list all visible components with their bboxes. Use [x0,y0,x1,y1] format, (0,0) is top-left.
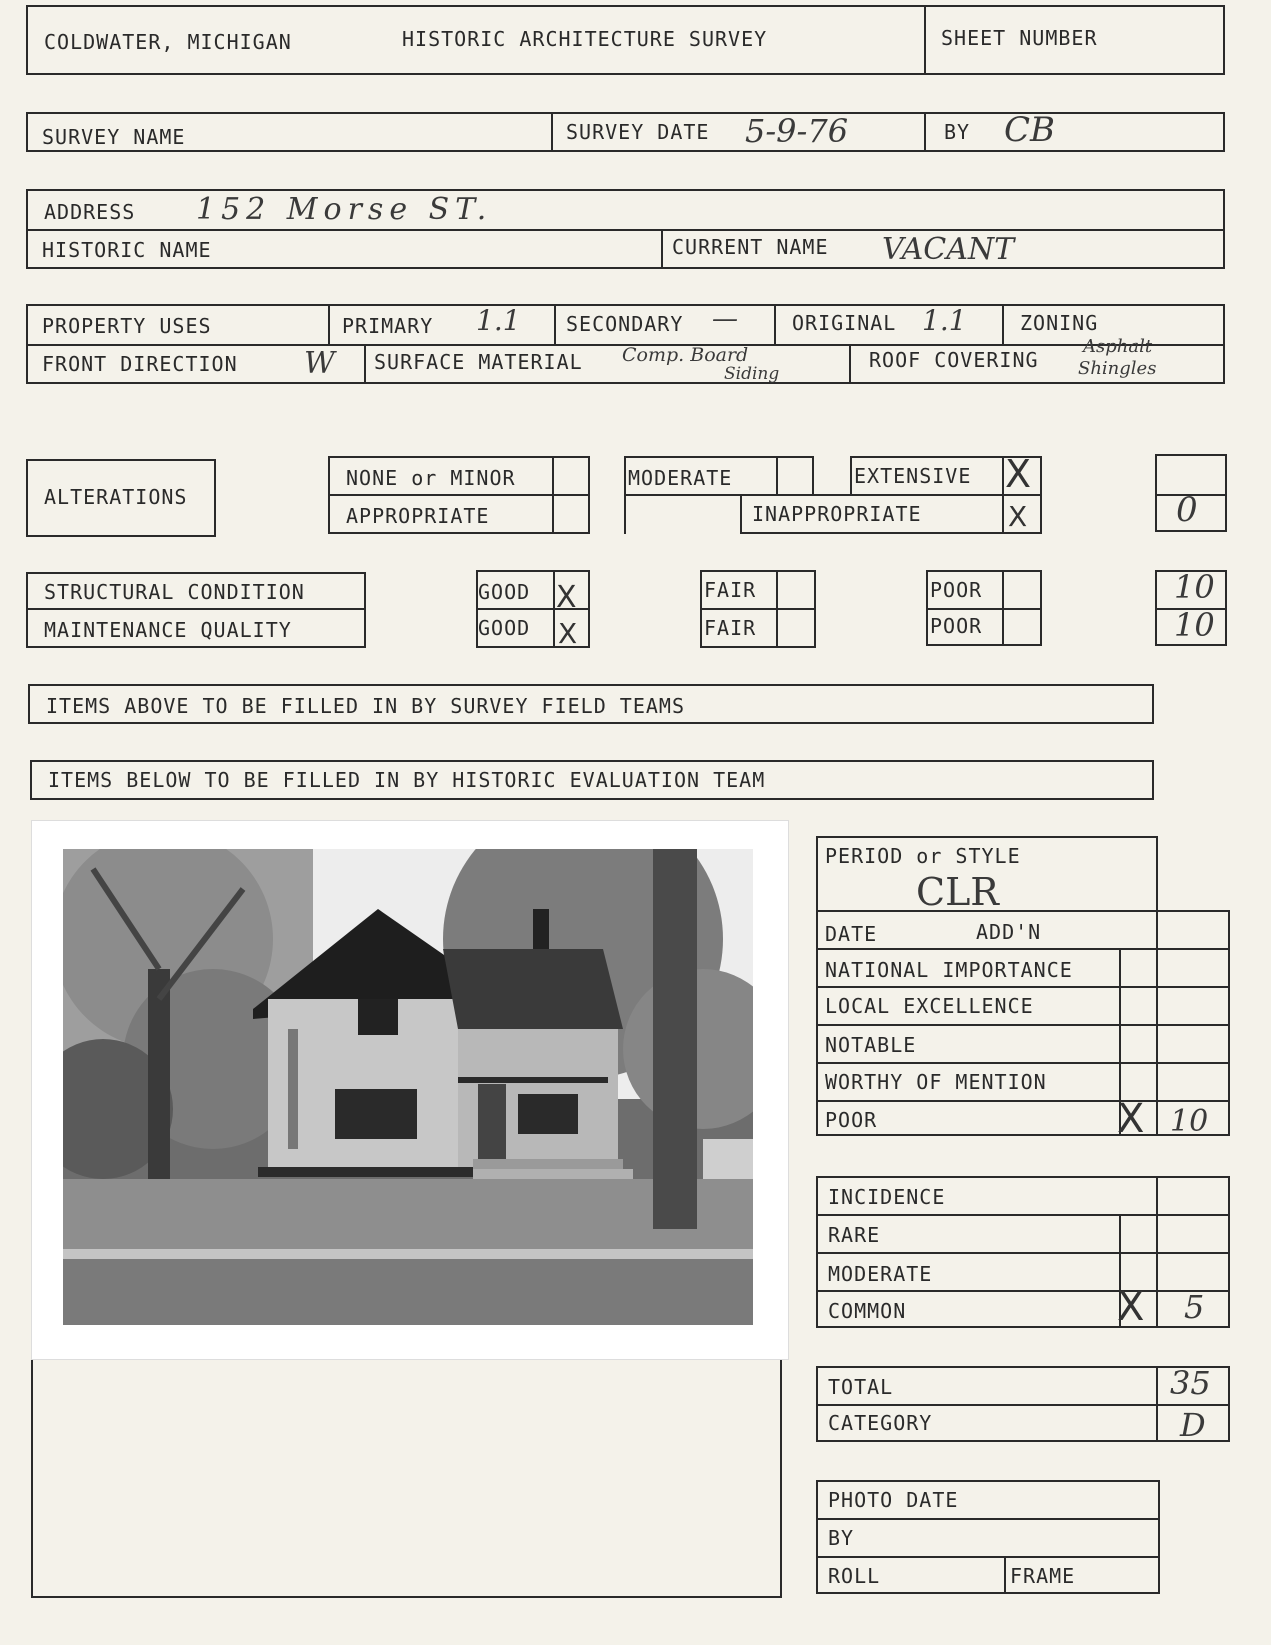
common-score: 5 [1184,1288,1205,1326]
photo-by-label: BY [828,1526,855,1550]
structural-poor-label: POOR [930,578,983,602]
period-style-value: CLR [916,870,999,914]
category-value: D [1180,1406,1206,1444]
common-label: COMMON [828,1299,907,1323]
evaluation-team-note: ITEMS BELOW TO BE FILLED IN BY HISTORIC EVALUATION TEAM [48,768,766,792]
poor-score: 10 [1170,1104,1209,1139]
secondary-value: — [712,304,738,334]
current-name-label: CURRENT NAME [672,235,829,259]
moderate-label: MODERATE [628,466,733,490]
roof-covering-label: ROOF COVERING [869,348,1039,372]
maintenance-score: 10 [1174,606,1215,644]
roof-covering-value-2: Shingles [1078,358,1157,379]
moderate-incidence-label: MODERATE [828,1262,933,1286]
inappropriate-label: INAPPROPRIATE [752,502,922,526]
maintenance-poor-label: POOR [930,614,983,638]
inappropriate-check-mark: X [1008,500,1028,533]
original-value: 1.1 [922,304,967,337]
date-label: DATE [825,922,878,946]
rare-label: RARE [828,1223,881,1247]
extensive-check-mark: X [1005,452,1032,496]
form-title: HISTORIC ARCHITECTURE SURVEY [402,27,768,51]
alterations-score: 0 [1176,490,1198,530]
addn-label: ADD'N [976,920,1042,944]
worthy-of-mention-label: WORTHY OF MENTION [825,1070,1047,1094]
extensive-label: EXTENSIVE [854,464,972,488]
surface-material-label: SURFACE MATERIAL [374,350,583,374]
address-value: 152 Morse ST. [196,192,493,227]
common-check-mark: X [1117,1284,1145,1330]
poor-label: POOR [825,1108,878,1132]
surface-material-value-1: Comp. Board [622,344,749,366]
survey-date-label: SURVEY DATE [566,120,710,144]
total-value: 35 [1170,1364,1211,1402]
front-direction-label: FRONT DIRECTION [42,352,238,376]
roof-covering-value-1: Asphalt [1083,336,1153,357]
maintenance-quality-label: MAINTENANCE QUALITY [44,618,292,642]
survey-by-label: BY [944,120,971,144]
primary-value: 1.1 [476,304,521,337]
maintenance-good-label: GOOD [478,616,531,640]
category-label: CATEGORY [828,1411,933,1435]
address-label: ADDRESS [44,200,136,224]
secondary-label: SECONDARY [566,312,684,336]
notable-label: NOTABLE [825,1033,917,1057]
alterations-label: ALTERATIONS [44,485,188,509]
city-label: COLDWATER, MICHIGAN [44,30,292,54]
structural-good-mark: X [556,580,577,615]
survey-by-value: CB [1004,110,1055,150]
front-direction-value: W [304,346,335,381]
structural-fair-label: FAIR [704,578,757,602]
property-uses-label: PROPERTY USES [42,314,212,338]
incidence-label: INCIDENCE [828,1185,946,1209]
roll-label: ROLL [828,1564,881,1588]
survey-date-value: 5-9-76 [745,112,849,150]
field-teams-note: ITEMS ABOVE TO BE FILLED IN BY SURVEY FIELD TEAMS [46,694,686,718]
structural-score: 10 [1174,568,1215,606]
current-name-value: VACANT [882,232,1015,267]
historic-name-label: HISTORIC NAME [42,238,212,262]
local-excellence-label: LOCAL EXCELLENCE [825,994,1034,1018]
total-label: TOTAL [828,1375,894,1399]
poor-check-mark: X [1117,1096,1145,1142]
maintenance-fair-label: FAIR [704,616,757,640]
national-importance-label: NATIONAL IMPORTANCE [825,958,1073,982]
none-minor-label: NONE or MINOR [346,466,516,490]
maintenance-good-mark: X [558,617,578,650]
structural-good-label: GOOD [478,580,531,604]
frame-label: FRAME [1010,1564,1076,1588]
survey-name-label: SURVEY NAME [42,125,186,149]
primary-label: PRIMARY [342,314,434,338]
photo-date-label: PHOTO DATE [828,1488,959,1512]
sheet-number-label: SHEET NUMBER [941,26,1098,50]
structural-condition-label: STRUCTURAL CONDITION [44,580,305,604]
zoning-label: ZONING [1020,311,1099,335]
surface-material-value-2: Siding [724,364,780,384]
original-label: ORIGINAL [792,311,897,335]
appropriate-label: APPROPRIATE [346,504,490,528]
period-style-label: PERIOD or STYLE [825,844,1021,868]
house-photo [63,849,753,1325]
photo-frame [31,820,789,1360]
